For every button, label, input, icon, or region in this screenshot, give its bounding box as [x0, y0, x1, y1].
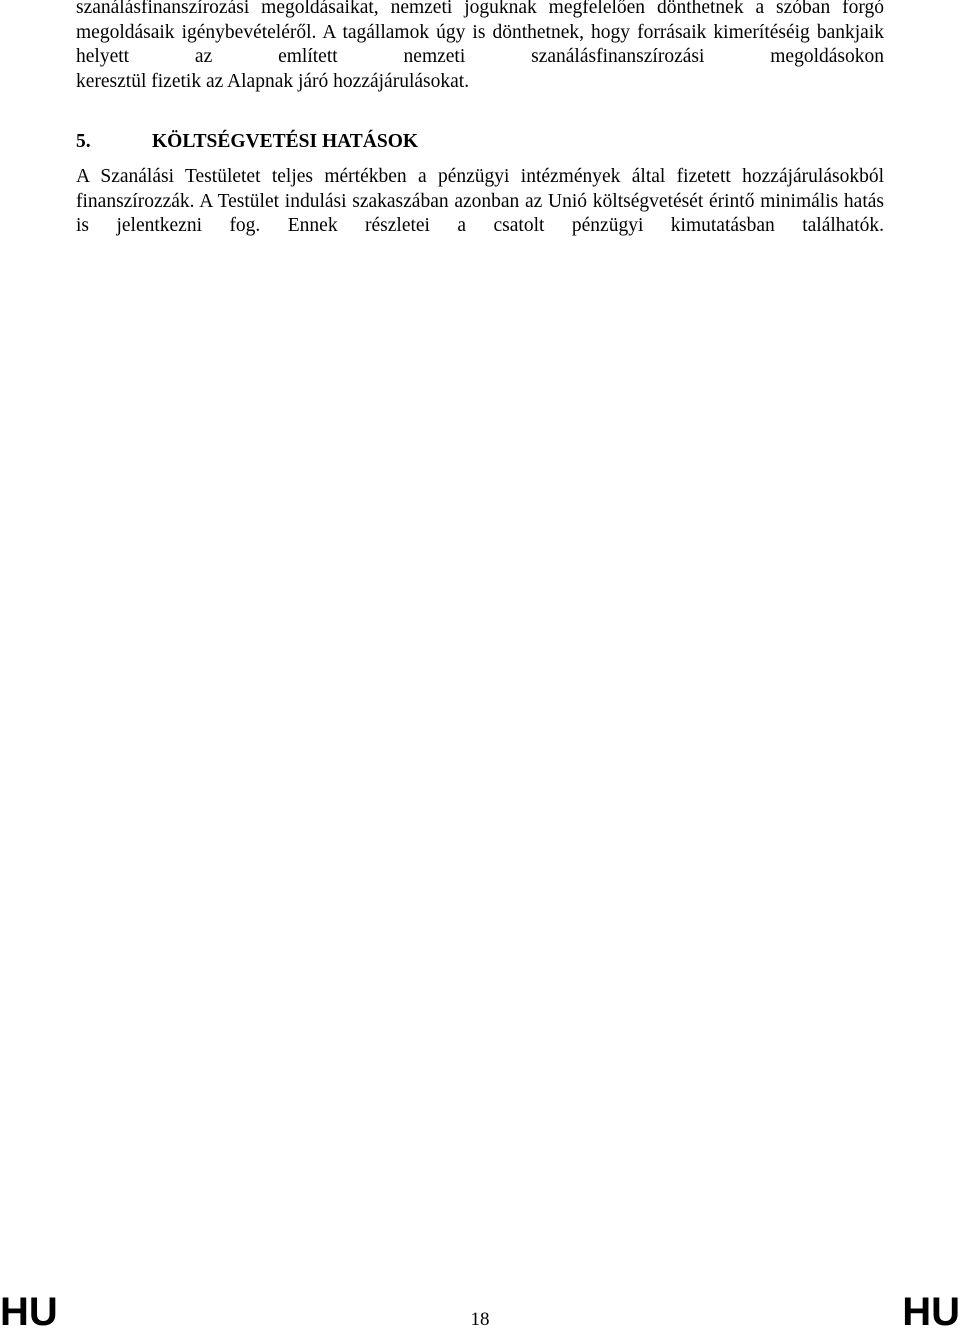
- page-number: 18: [470, 1309, 490, 1330]
- footer-language-code-right: HU: [902, 1290, 960, 1334]
- footer-language-code-left: HU: [0, 1290, 58, 1334]
- paragraph-budget-body: A Szanálási Testületet teljes mértékben a pénzügyi intézmények által fizetett hozzájárulásokból finanszírozzák. A Testület indulási szakaszában azonban az Unió költségvetését érintő minimális hatás is jelentkezni fog. Ennek részletei a csatolt pénzügyi kimutatásban találhatók.: [76, 166, 884, 237]
- section-heading: [76, 130, 884, 154]
- paragraph-budget-impact: [76, 165, 884, 239]
- paragraph-funding-last-line: keresztül fizetik az Alapnak járó hozzájárulásokat.: [76, 70, 470, 92]
- section-number: 5.: [76, 131, 91, 152]
- paragraph-funding-arrangements: [76, 0, 884, 94]
- section-title: KÖLTSÉGVETÉSI HATÁSOK: [152, 131, 419, 152]
- paragraph-funding-body: szanálásfinanszírozási megoldásaikat, nemzeti joguknak megfelelően dönthetnek a szóban forgó megoldásaik igénybevételéről. A tagállamok úgy is dönthetnek, hogy forrásaik kimerítéséig bankjaik helyett az említett nemzeti szanálásfinanszírozási megoldásokon: [76, 0, 884, 68]
